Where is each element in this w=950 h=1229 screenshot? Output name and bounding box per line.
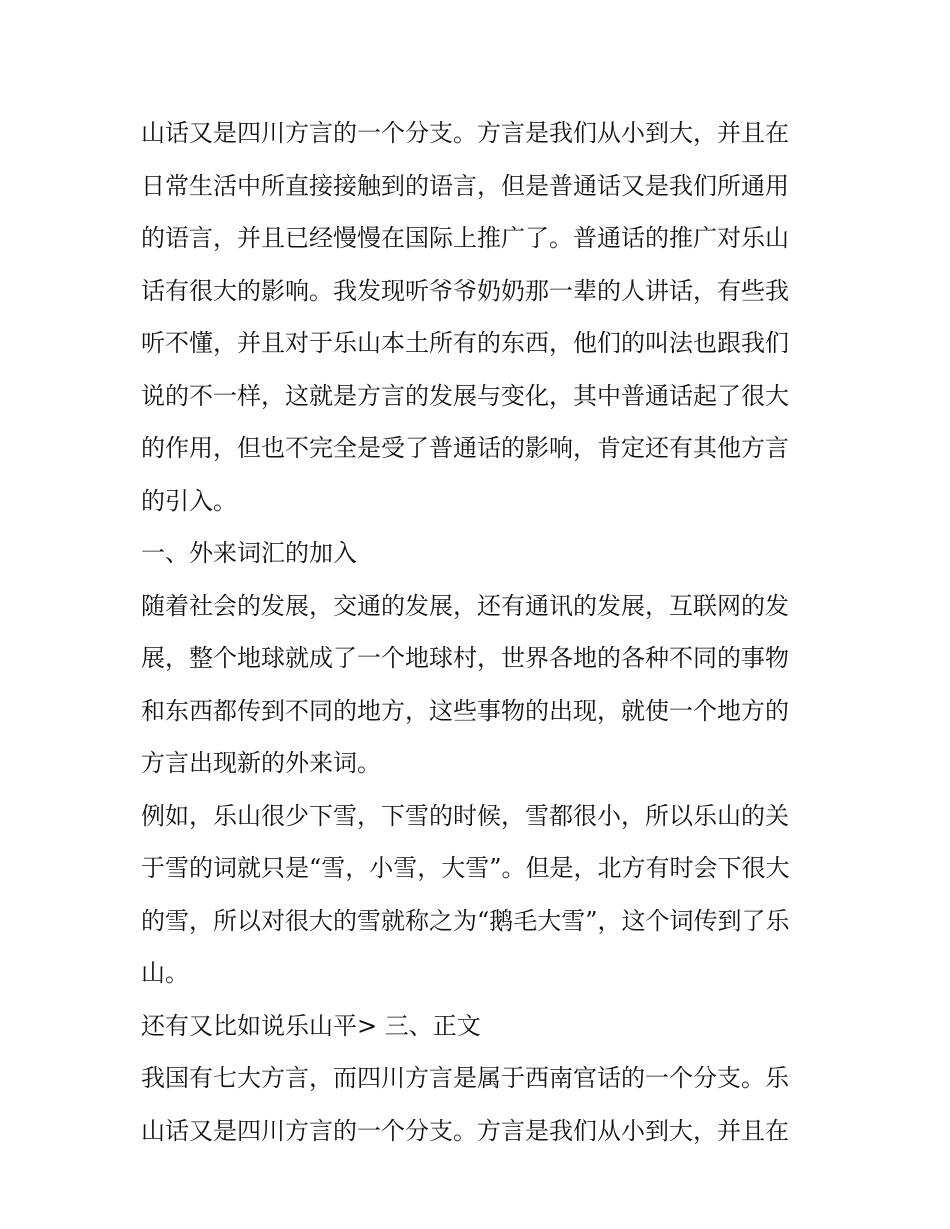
text-line: 随着社会的发展，交通的发展，还有通讯的发展，互联网的发	[141, 591, 789, 620]
text-line: 话有很大的影响。我发现听爷爷奶奶那一辈的人讲话，有些我	[141, 276, 789, 305]
text-line: 听不懂，并且对于乐山本土所有的东西，他们的叫法也跟我们	[141, 329, 789, 357]
text-line: 还有又比如说乐山平> 三、正文	[141, 1011, 481, 1040]
text-line: 说的不一样，这就是方言的发展与变化，其中普通话起了很大	[141, 381, 789, 410]
text-line: 和东西都传到不同的地方，这些事物的出现，就使一个地方的	[141, 696, 789, 725]
text-line: 的语言，并且已经慢慢在国际上推广了。普通话的推广对乐山	[141, 224, 789, 252]
text-line: 的引入。	[141, 486, 237, 515]
text-line: 的作用，但也不完全是受了普通话的影响，肯定还有其他方言	[141, 434, 789, 462]
section-heading: 一、外来词汇的加入	[141, 539, 357, 567]
text-line: 山话又是四川方言的一个分支。方言是我们从小到大，并且在	[141, 119, 789, 147]
text-line: 日常生活中所直接接触到的语言，但是普通话又是我们所通用	[141, 171, 789, 200]
text-line: 于雪的词就只是“雪，小雪，大雪”。但是，北方有时会下很大	[141, 854, 790, 882]
text-line: 的雪，所以对很大的雪就称之为“鹅毛大雪”，这个词传到了乐	[141, 906, 790, 935]
text-line: 方言出现新的外来词。	[141, 749, 381, 777]
text-line: 山。	[141, 959, 189, 987]
text-line: 山话又是四川方言的一个分支。方言是我们从小到大，并且在	[141, 1116, 789, 1145]
text-line: 例如，乐山很少下雪，下雪的时候，雪都很小，所以乐山的关	[141, 801, 789, 830]
text-line: 展，整个地球就成了一个地球村，世界各地的各种不同的事物	[141, 644, 789, 672]
text-line: 我国有七大方言，而四川方言是属于西南官话的一个分支。乐	[141, 1064, 789, 1092]
document-body	[141, 107, 813, 1157]
